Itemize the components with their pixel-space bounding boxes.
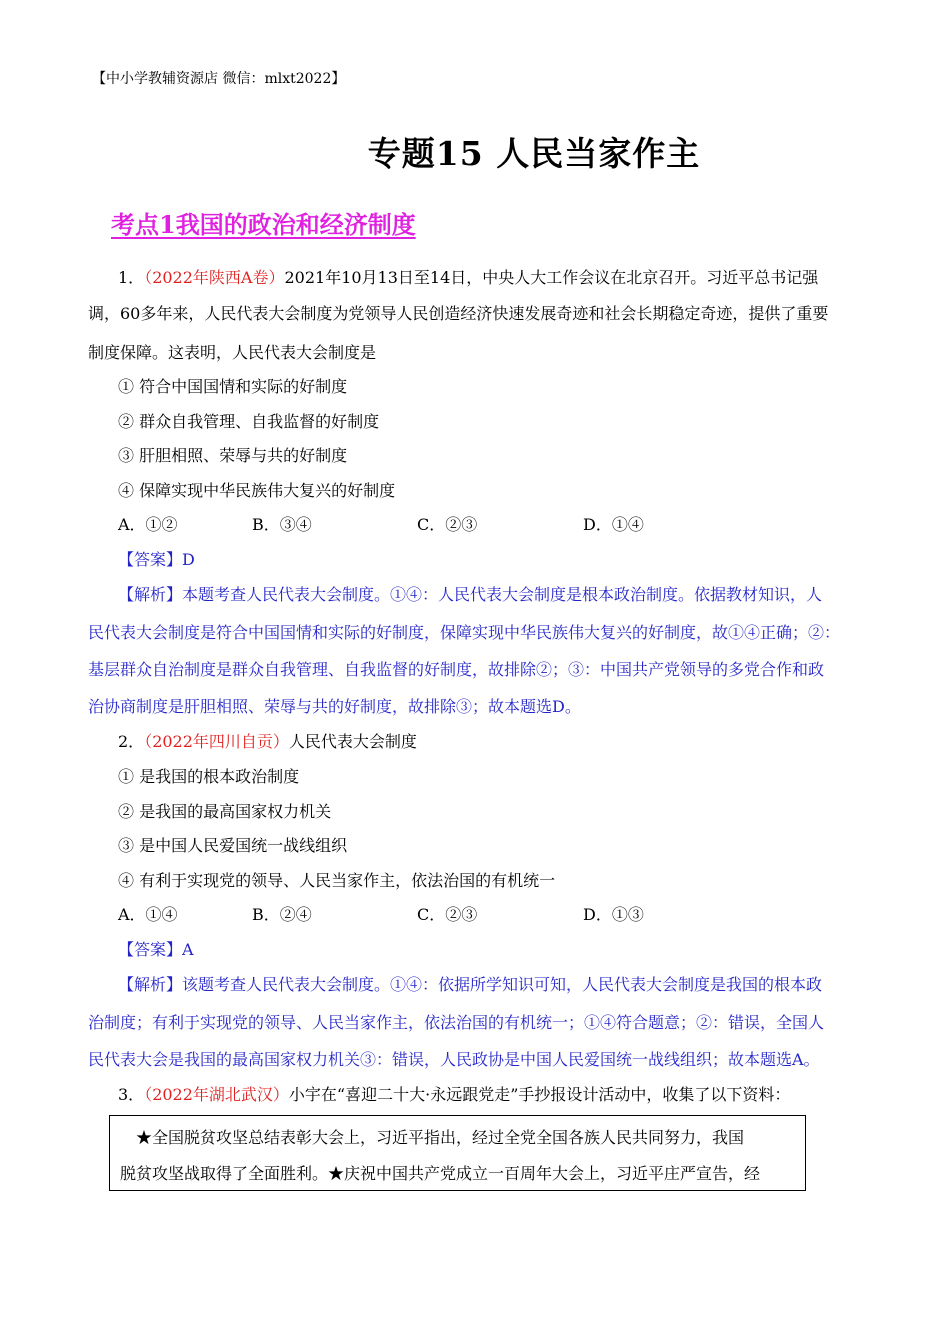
- q2-option-b: B．②④: [252, 905, 312, 924]
- q3-stem-line1: [118, 1082, 790, 1105]
- section-heading: 考点1我国的政治和经济制度: [111, 210, 416, 239]
- q2-item-3: ③ 是中国人民爱国统一战线组织: [118, 836, 348, 855]
- q1-stem-line2: 调，60多年来，人民代表大会制度为党领导人民创造经济快速发展奇迹和社会长期稳定奇迹，提供了重要: [88, 304, 829, 323]
- q2-item-4: ④ 有利于实现党的领导、人民当家作主，依法治国的有机统一: [118, 871, 556, 890]
- q3-number: 3．: [118, 1085, 145, 1104]
- q1-stem-line1: [118, 265, 818, 288]
- q2-analysis-1: 【解析】该题考查人民代表大会制度。①④：依据所学知识可知，人民代表大会制度是我国的根本政: [118, 975, 823, 994]
- q1-analysis-3: 基层群众自治制度是群众自我管理、自我监督的好制度，故排除②；③：中国共产党领导的多党合作和政: [88, 660, 825, 679]
- q2-source: （2022年四川自贡）: [144, 732, 289, 751]
- q2-number: 2．: [118, 732, 145, 751]
- q2-stem-line1: [118, 729, 417, 752]
- q2-answer: 【答案】A: [118, 940, 194, 959]
- q1-item-3: ③ 肝胆相照、荣辱与共的好制度: [118, 446, 348, 465]
- material-box: [109, 1115, 806, 1191]
- q3-source: （2022年湖北武汉）: [144, 1085, 289, 1104]
- q1-option-d: D．①④: [583, 515, 644, 534]
- q1-source: （2022年陕西A卷）: [144, 268, 285, 287]
- q2-stem1: 人民代表大会制度: [288, 732, 417, 751]
- q2-analysis-2: 治制度；有利于实现党的领导、人民当家作主，依法治国的有机统一；①④符合题意；②：错误，全国人: [88, 1013, 825, 1032]
- q1-number: 1．: [118, 268, 145, 287]
- q1-item-1: ① 符合中国国情和实际的好制度: [118, 377, 348, 396]
- q2-option-a: A．①④: [118, 905, 178, 924]
- q2-option-d: D．①③: [583, 905, 644, 924]
- material-line-2: 脱贫攻坚战取得了全面胜利。★庆祝中国共产党成立一百周年大会上，习近平庄严宣告，经: [120, 1164, 761, 1183]
- q1-analysis-2: 民代表大会制度是符合中国国情和实际的好制度，保障实现中华民族伟大复兴的好制度，故①④正确；②：: [88, 623, 841, 642]
- q2-option-c: C．②③: [417, 905, 478, 924]
- q1-analysis-1: 【解析】本题考查人民代表大会制度。①④：人民代表大会制度是根本政治制度。依据教材知识，人: [118, 585, 823, 604]
- q2-item-1: ① 是我国的根本政治制度: [118, 767, 300, 786]
- q2-analysis-3: 民代表大会是我国的最高国家权力机关③：错误，人民政协是中国人民爱国统一战线组织；故本题选A。: [88, 1050, 820, 1069]
- header-note: 【中小学教辅资源店 微信：mlxt2022】: [92, 71, 346, 87]
- q1-stem-line3: 制度保障。这表明，人民代表大会制度是: [88, 343, 377, 362]
- q1-stem1: 2021年10月13日至14日，中央人大工作会议在北京召开。习近平总书记强: [284, 268, 819, 287]
- q1-option-a: A．①②: [118, 515, 178, 534]
- q1-analysis-4: 治协商制度是肝胆相照、荣辱与共的好制度，故排除③；故本题选D。: [88, 697, 581, 716]
- material-line-1: ★全国脱贫攻坚总结表彰大会上，习近平指出，经过全党全国各族人民共同努力，我国: [120, 1128, 745, 1147]
- q3-stem1: 小宇在“喜迎二十大·永远跟党走”手抄报设计活动中，收集了以下资料：: [288, 1085, 791, 1104]
- q1-answer: 【答案】D: [118, 550, 195, 569]
- q1-option-b: B．③④: [252, 515, 312, 534]
- q2-item-2: ② 是我国的最高国家权力机关: [118, 802, 332, 821]
- q1-item-2: ② 群众自我管理、自我监督的好制度: [118, 412, 380, 431]
- q1-item-4: ④ 保障实现中华民族伟大复兴的好制度: [118, 481, 396, 500]
- page-title: 专题15 人民当家作主: [367, 134, 701, 173]
- q1-option-c: C．②③: [417, 515, 478, 534]
